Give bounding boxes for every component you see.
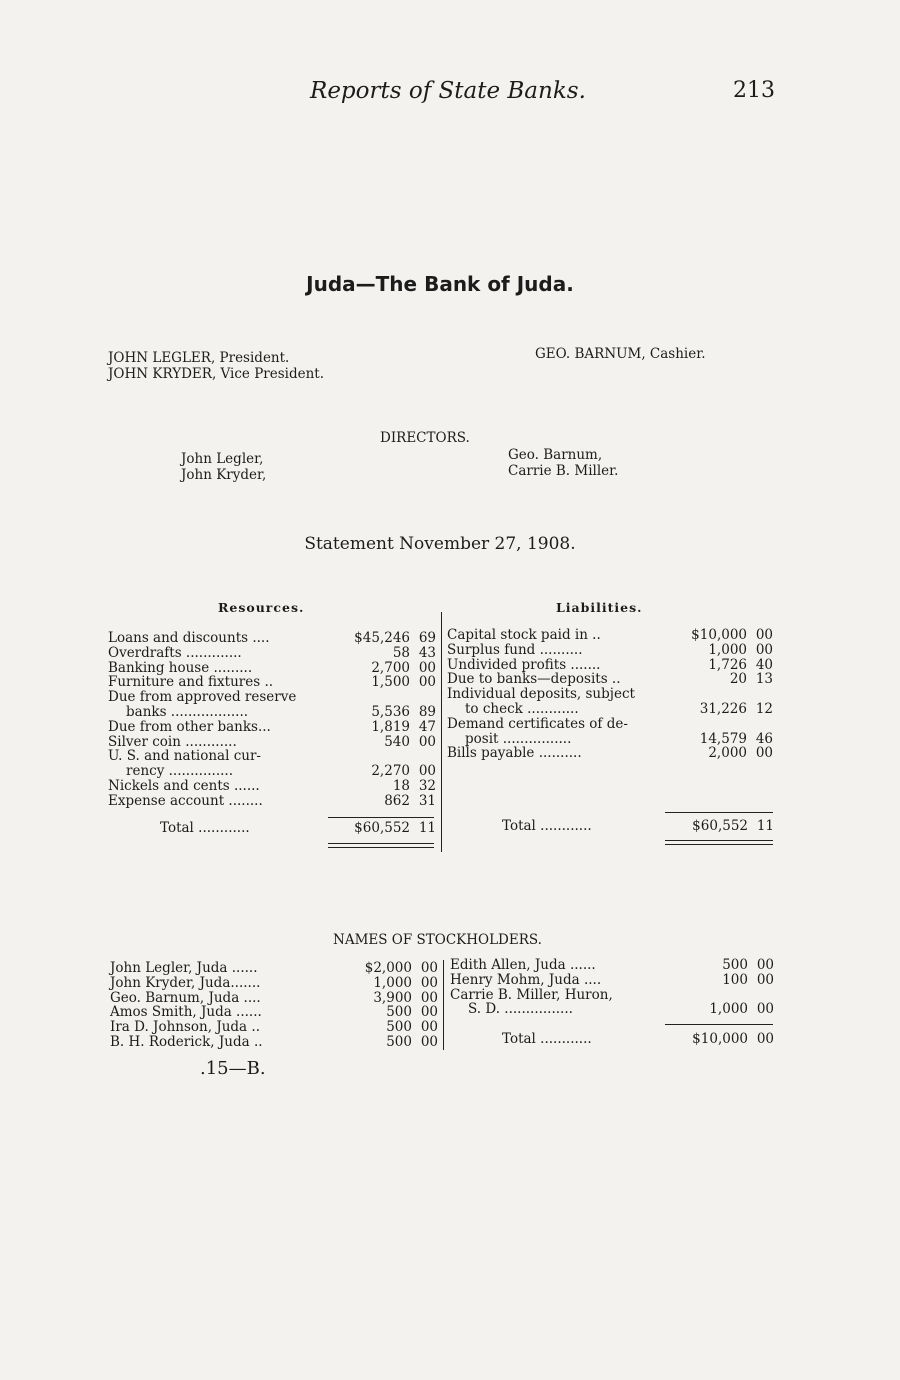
row-cents: 89 bbox=[418, 703, 436, 720]
table-row bbox=[447, 717, 773, 732]
total-label: Total ............ bbox=[502, 1031, 592, 1047]
row-cents bbox=[410, 690, 436, 705]
row-cents: 00 bbox=[420, 1033, 438, 1050]
row-label: Demand certificates of de- bbox=[447, 715, 628, 732]
row-cents: 69 bbox=[418, 630, 436, 646]
row-cents: 00 bbox=[755, 627, 773, 643]
row-cents: 40 bbox=[755, 656, 773, 673]
row-label: Amos Smith, Juda ...... bbox=[110, 1004, 262, 1021]
table-row bbox=[108, 675, 436, 690]
stockholders-right-table bbox=[450, 958, 774, 1017]
running-title: Reports of State Banks. bbox=[310, 78, 586, 104]
row-dollars: 500 bbox=[386, 1004, 412, 1021]
stockholders-heading: NAMES OF STOCKHOLDERS. bbox=[333, 932, 542, 948]
double-rule bbox=[665, 840, 773, 841]
stockholders-divider bbox=[443, 960, 444, 1050]
row-dollars: 1,000 bbox=[708, 641, 747, 658]
row-dollars: 862 bbox=[384, 792, 410, 809]
row-label: to check ............ bbox=[465, 700, 579, 717]
table-row bbox=[110, 1035, 438, 1050]
row-label: Expense account ........ bbox=[108, 792, 263, 809]
row-cents: 00 bbox=[756, 1001, 774, 1018]
row-cents: 00 bbox=[756, 971, 774, 988]
row-cents: 32 bbox=[418, 777, 436, 794]
total-dollars: $60,552 bbox=[692, 818, 748, 834]
table-row bbox=[108, 631, 436, 646]
row-cents: 13 bbox=[755, 671, 773, 688]
row-label: Capital stock paid in .. bbox=[447, 627, 601, 643]
row-cents: 00 bbox=[420, 974, 438, 991]
row-cents: 00 bbox=[420, 1019, 438, 1036]
row-dollars bbox=[341, 690, 410, 705]
statement-title: Statement November 27, 1908. bbox=[304, 534, 576, 554]
table-row bbox=[108, 705, 436, 720]
resources-total-table bbox=[160, 821, 436, 836]
row-label: U. S. and national cur- bbox=[108, 748, 261, 765]
row-label: Due from other banks... bbox=[108, 718, 271, 735]
liabilities-heading: Liabilities. bbox=[556, 600, 643, 615]
row-cents: 46 bbox=[755, 730, 773, 747]
total-dollars: $60,552 bbox=[354, 820, 410, 836]
table-row bbox=[110, 991, 438, 1006]
table-row bbox=[447, 702, 773, 717]
row-dollars: 1,000 bbox=[709, 1001, 748, 1018]
row-label: Individual deposits, subject bbox=[447, 686, 635, 703]
row-cents bbox=[747, 687, 773, 702]
double-rule bbox=[328, 843, 434, 844]
row-dollars: 20 bbox=[729, 671, 747, 688]
row-label: posit ................ bbox=[465, 730, 572, 747]
total-cents: 11 bbox=[756, 818, 774, 834]
table-row bbox=[447, 746, 773, 761]
table-row bbox=[108, 779, 436, 794]
row-dollars: 2,000 bbox=[708, 745, 747, 762]
table-row bbox=[110, 1020, 438, 1035]
row-label: banks .................. bbox=[126, 703, 249, 720]
stockholders-total-table bbox=[502, 1032, 774, 1047]
row-cents: 00 bbox=[420, 989, 438, 1006]
row-label: rency ............... bbox=[126, 763, 233, 780]
row-cents: 00 bbox=[755, 641, 773, 658]
row-dollars: 100 bbox=[722, 971, 748, 988]
table-row bbox=[447, 732, 773, 747]
row-cents bbox=[748, 988, 774, 1003]
row-label: Overdrafts ............. bbox=[108, 644, 242, 661]
director-name: John Kryder, bbox=[181, 467, 267, 483]
table-row bbox=[450, 958, 774, 973]
row-dollars: 2,700 bbox=[371, 659, 410, 676]
row-dollars bbox=[341, 749, 410, 764]
table-row bbox=[108, 735, 436, 750]
table-row bbox=[447, 628, 773, 643]
row-cents: 00 bbox=[756, 957, 774, 973]
total-label: Total ............ bbox=[502, 818, 592, 834]
total-cents: 11 bbox=[418, 820, 436, 836]
row-cents: 00 bbox=[755, 745, 773, 762]
officer-vice-president: JOHN KRYDER, Vice President. bbox=[108, 366, 325, 382]
table-row bbox=[447, 643, 773, 658]
row-dollars: 14,579 bbox=[699, 730, 747, 747]
row-label: John Legler, Juda ...... bbox=[110, 960, 258, 976]
total-row bbox=[160, 821, 436, 836]
row-label: Geo. Barnum, Juda .... bbox=[110, 989, 261, 1006]
row-cents: 00 bbox=[418, 674, 436, 691]
table-row bbox=[108, 764, 436, 779]
row-cents: 00 bbox=[418, 659, 436, 676]
row-cents bbox=[747, 717, 773, 732]
table-row bbox=[108, 749, 436, 764]
row-label: Ira D. Johnson, Juda .. bbox=[110, 1019, 260, 1036]
row-label: Surplus fund .......... bbox=[447, 641, 583, 658]
row-dollars: 58 bbox=[392, 644, 410, 661]
liabilities-total-table bbox=[502, 819, 774, 834]
row-dollars: 500 bbox=[386, 1019, 412, 1036]
row-dollars: 3,900 bbox=[373, 989, 412, 1006]
directors-left bbox=[181, 451, 266, 483]
table-row bbox=[447, 658, 773, 673]
director-name: John Legler, bbox=[181, 451, 264, 467]
directors-heading: DIRECTORS. bbox=[380, 430, 470, 446]
liabilities-table bbox=[447, 628, 773, 761]
row-dollars bbox=[678, 717, 747, 732]
row-dollars: 540 bbox=[384, 733, 410, 750]
double-rule bbox=[328, 847, 434, 848]
row-dollars: 18 bbox=[392, 777, 410, 794]
row-dollars: $45,246 bbox=[354, 630, 410, 646]
row-label: Nickels and cents ...... bbox=[108, 777, 260, 794]
row-dollars: 1,726 bbox=[708, 656, 747, 673]
total-row bbox=[502, 819, 774, 834]
resources-table bbox=[108, 631, 436, 809]
row-label: Due from approved reserve bbox=[108, 689, 297, 706]
row-label: Silver coin ............ bbox=[108, 733, 237, 750]
table-row bbox=[110, 961, 438, 976]
row-dollars: $10,000 bbox=[691, 627, 747, 643]
directors-right bbox=[508, 447, 618, 479]
row-dollars: 5,536 bbox=[371, 703, 410, 720]
table-row bbox=[108, 661, 436, 676]
table-row bbox=[450, 1002, 774, 1017]
row-dollars: 500 bbox=[386, 1033, 412, 1050]
row-dollars: 1,000 bbox=[373, 974, 412, 991]
page-number: 213 bbox=[733, 78, 775, 103]
table-row bbox=[108, 646, 436, 661]
double-rule bbox=[665, 844, 773, 845]
row-label: Undivided profits ....... bbox=[447, 656, 601, 673]
table-row bbox=[108, 690, 436, 705]
row-cents: 00 bbox=[420, 1004, 438, 1021]
director-name: Carrie B. Miller. bbox=[508, 463, 619, 479]
row-cents bbox=[410, 749, 436, 764]
stockholders-sum-rule bbox=[665, 1024, 773, 1025]
row-cents: 00 bbox=[420, 960, 438, 976]
table-row bbox=[447, 672, 773, 687]
resources-sum-rule bbox=[328, 817, 434, 818]
row-dollars: $2,000 bbox=[364, 960, 412, 976]
table-row bbox=[450, 988, 774, 1003]
row-cents: 47 bbox=[418, 718, 436, 735]
row-label: Due to banks—deposits .. bbox=[447, 671, 621, 688]
row-label: Furniture and fixtures .. bbox=[108, 674, 274, 691]
row-dollars: 31,226 bbox=[699, 700, 747, 717]
row-label: Henry Mohm, Juda .... bbox=[450, 971, 602, 988]
bank-title: Juda—The Bank of Juda. bbox=[306, 272, 574, 296]
row-label: John Kryder, Juda....... bbox=[110, 974, 261, 991]
row-cents: 12 bbox=[755, 700, 773, 717]
liabilities-sum-rule bbox=[665, 812, 773, 813]
row-cents: 43 bbox=[418, 644, 436, 661]
row-label: Bills payable .......... bbox=[447, 745, 582, 762]
row-label: Edith Allen, Juda ...... bbox=[450, 957, 596, 973]
total-dollars: $10,000 bbox=[692, 1031, 748, 1047]
row-dollars: 1,500 bbox=[371, 674, 410, 691]
table-row bbox=[108, 794, 436, 809]
table-row bbox=[450, 973, 774, 988]
officer-president: JOHN LEGLER, President. bbox=[108, 350, 290, 366]
officer-cashier: GEO. BARNUM, Cashier. bbox=[535, 346, 706, 362]
resources-heading: Resources. bbox=[218, 600, 305, 615]
row-dollars: 1,819 bbox=[371, 718, 410, 735]
row-dollars bbox=[678, 687, 747, 702]
row-cents: 00 bbox=[418, 763, 436, 780]
table-row bbox=[110, 976, 438, 991]
row-label: S. D. ................ bbox=[468, 1001, 573, 1018]
total-row bbox=[502, 1032, 774, 1047]
row-label: Carrie B. Miller, Huron, bbox=[450, 986, 613, 1003]
signature-mark: .15—B. bbox=[200, 1058, 266, 1079]
row-dollars: 2,270 bbox=[371, 763, 410, 780]
row-label: B. H. Roderick, Juda .. bbox=[110, 1033, 263, 1050]
officers-left bbox=[108, 350, 324, 382]
director-name: Geo. Barnum, bbox=[508, 447, 603, 463]
column-divider bbox=[441, 612, 442, 852]
table-row bbox=[108, 720, 436, 735]
total-cents: 00 bbox=[756, 1031, 774, 1047]
table-row bbox=[447, 687, 773, 702]
stockholders-left-table bbox=[110, 961, 438, 1050]
row-label: Loans and discounts .... bbox=[108, 630, 270, 646]
row-label: Banking house ......... bbox=[108, 659, 253, 676]
row-cents: 31 bbox=[418, 792, 436, 809]
total-label: Total ............ bbox=[160, 820, 250, 836]
row-dollars bbox=[691, 988, 748, 1003]
row-dollars: 500 bbox=[722, 957, 748, 973]
row-cents: 00 bbox=[418, 733, 436, 750]
officers-right bbox=[535, 346, 706, 362]
table-row bbox=[110, 1005, 438, 1020]
